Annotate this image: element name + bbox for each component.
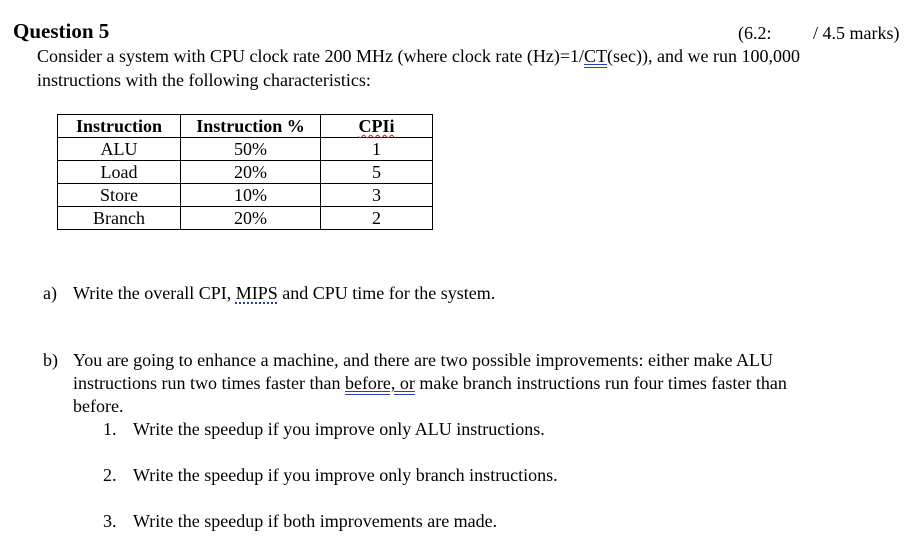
question-b-label: b)	[43, 350, 58, 370]
question-title: Question 5	[13, 19, 110, 43]
sub-question-2	[103, 465, 558, 486]
intro-line-1-b: (sec)), and we run 100,000	[607, 46, 800, 66]
table-header-instruction: Instruction	[58, 115, 181, 138]
question-b-line-1: You are going to enhance a machine, and there are two possible improvements: either make ALU	[73, 350, 773, 370]
table-cell: ALU	[58, 138, 181, 161]
table-cell: Load	[58, 161, 181, 184]
instruction-table	[57, 114, 433, 230]
table-header-row	[58, 115, 433, 138]
question-a-text-a: Write the overall CPI,	[73, 283, 236, 303]
sub-question-3-num: 3.	[103, 511, 117, 531]
question-b-line-2-b: make branch instructions run four times faster than	[414, 373, 787, 393]
marks-section-ref: (6.2:	[738, 23, 772, 43]
sub-question-3	[103, 511, 497, 532]
table-cell: 10%	[181, 184, 321, 207]
intro-ct-term: CT	[584, 46, 608, 66]
sub-question-1-num: 1.	[103, 419, 117, 439]
question-b-line-3: before.	[73, 396, 124, 416]
table-row	[58, 161, 433, 184]
intro-line-1-a: Consider a system with CPU clock rate 200 MHz (where clock rate (Hz)=1/	[37, 46, 584, 66]
sub-question-3-text: Write the speedup if both improvements are made.	[133, 511, 498, 531]
question-b-before-term: before, or	[344, 373, 415, 393]
table-cell: 3	[321, 184, 433, 207]
question-a-mips: MIPS	[235, 283, 278, 303]
table-header-percent: Instruction %	[181, 115, 321, 138]
intro-line-1	[37, 46, 800, 67]
table-header-cpi	[321, 115, 433, 138]
table-cell: 20%	[181, 207, 321, 230]
question-a-text-b: and CPU time for the system.	[277, 283, 496, 303]
table-cell: 5	[321, 161, 433, 184]
table-cell: 1	[321, 138, 433, 161]
table-cell: Branch	[58, 207, 181, 230]
sub-question-1	[103, 419, 545, 440]
table-header-cpi-text: CPIi	[358, 116, 395, 136]
table-cell: 50%	[181, 138, 321, 161]
question-a-label: a)	[43, 283, 57, 303]
table-row	[58, 138, 433, 161]
intro-line-2: instructions with the following characteristics:	[37, 70, 371, 90]
question-b-line-2-a: instructions run two times faster than	[73, 373, 345, 393]
table-row	[58, 184, 433, 207]
table-cell: 20%	[181, 161, 321, 184]
marks-total: / 4.5 marks)	[813, 23, 900, 43]
table-cell: Store	[58, 184, 181, 207]
sub-question-2-num: 2.	[103, 465, 117, 485]
question-a	[43, 283, 495, 304]
table-row	[58, 207, 433, 230]
sub-question-2-text: Write the speedup if you improve only branch instructions.	[133, 465, 558, 485]
sub-question-1-text: Write the speedup if you improve only ALU instructions.	[133, 419, 545, 439]
table-cell: 2	[321, 207, 433, 230]
question-b-line-2	[73, 373, 787, 394]
